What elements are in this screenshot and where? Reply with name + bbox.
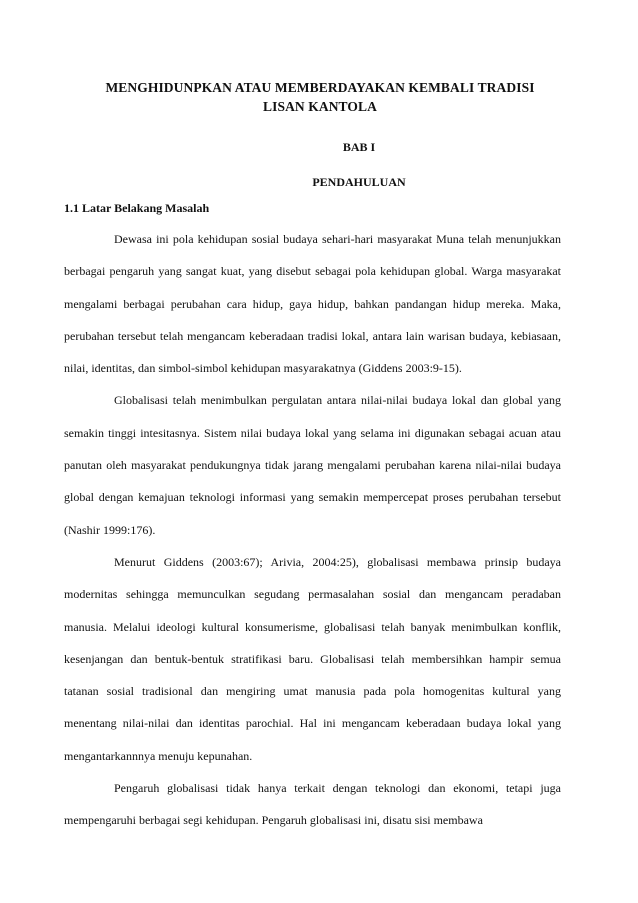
- document-title: [60, 78, 580, 116]
- paragraph: Dewasa ini pola kehidupan sosial budaya sehari-hari masyarakat Muna telah menunjukkan berbagai pengaruh yang sangat kuat, yang disebut sebagai pola kehidupan global. Warga masyarakat mengalami berbagai perubahan cara hidup, gaya hidup, bahkan pandangan hidup mereka. Maka, perubahan tersebut telah mengancam keberadaan tradisi lokal, antara lain warisan budaya, kebiasaan, nilai, identitas, dan simbol-simbol kehidupan masyarakatnya (Giddens 2003:9-15).: [64, 232, 561, 376]
- chapter-title: PENDAHULUAN: [312, 175, 406, 189]
- title-line-2: LISAN KANTOLA: [263, 99, 377, 114]
- paragraph: Menurut Giddens (2003:67); Arivia, 2004:25), globalisasi membawa prinsip budaya modernitas sehingga memunculkan segudang permasalahan sosial dan mengancam peradaban manusia. Melalui ideologi kultural konsumerisme, globalisasi telah banyak menimbulkan konflik, kesenjangan dan bentuk-bentuk stratifikasi baru. Globalisasi telah membersihkan hampir semua tatanan sosial tradisional dan mengiring umat manusia pada pola homogenitas kultural yang menentang nilai-nilai dan identitas parochial. Hal ini mengancam keberadaan budaya lokal yang mengantarkannnya menuju kepunahan.: [64, 554, 561, 763]
- paragraph: Globalisasi telah menimbulkan pergulatan antara nilai-nilai budaya lokal dan global yang semakin tinggi intesitasnya. Sistem nilai budaya lokal yang selama ini digunakan sebagai acuan atau panutan oleh masyarakat pendukungnya tidak jarang mengalami perubahan karena nilai-nilai budaya global dengan kemajuan teknologi informasi yang semakin mempercepat proses perubahan tersebut (Nashir 1999:176).: [64, 393, 561, 537]
- section-heading: 1.1 Latar Belakang Masalah: [64, 201, 210, 215]
- chapter-number: BAB I: [342, 140, 376, 154]
- paragraph: Pengaruh globalisasi tidak hanya terkait dengan teknologi dan ekonomi, tetapi juga mempengaruhi berbagai segi kehidupan. Pengaruh globalisasi ini, disatu sisi membawa: [64, 781, 561, 828]
- body-text: [64, 223, 561, 837]
- title-line-1: MENGHIDUNPKAN ATAU MEMBERDAYAKAN KEMBALI TRADISI: [105, 80, 535, 95]
